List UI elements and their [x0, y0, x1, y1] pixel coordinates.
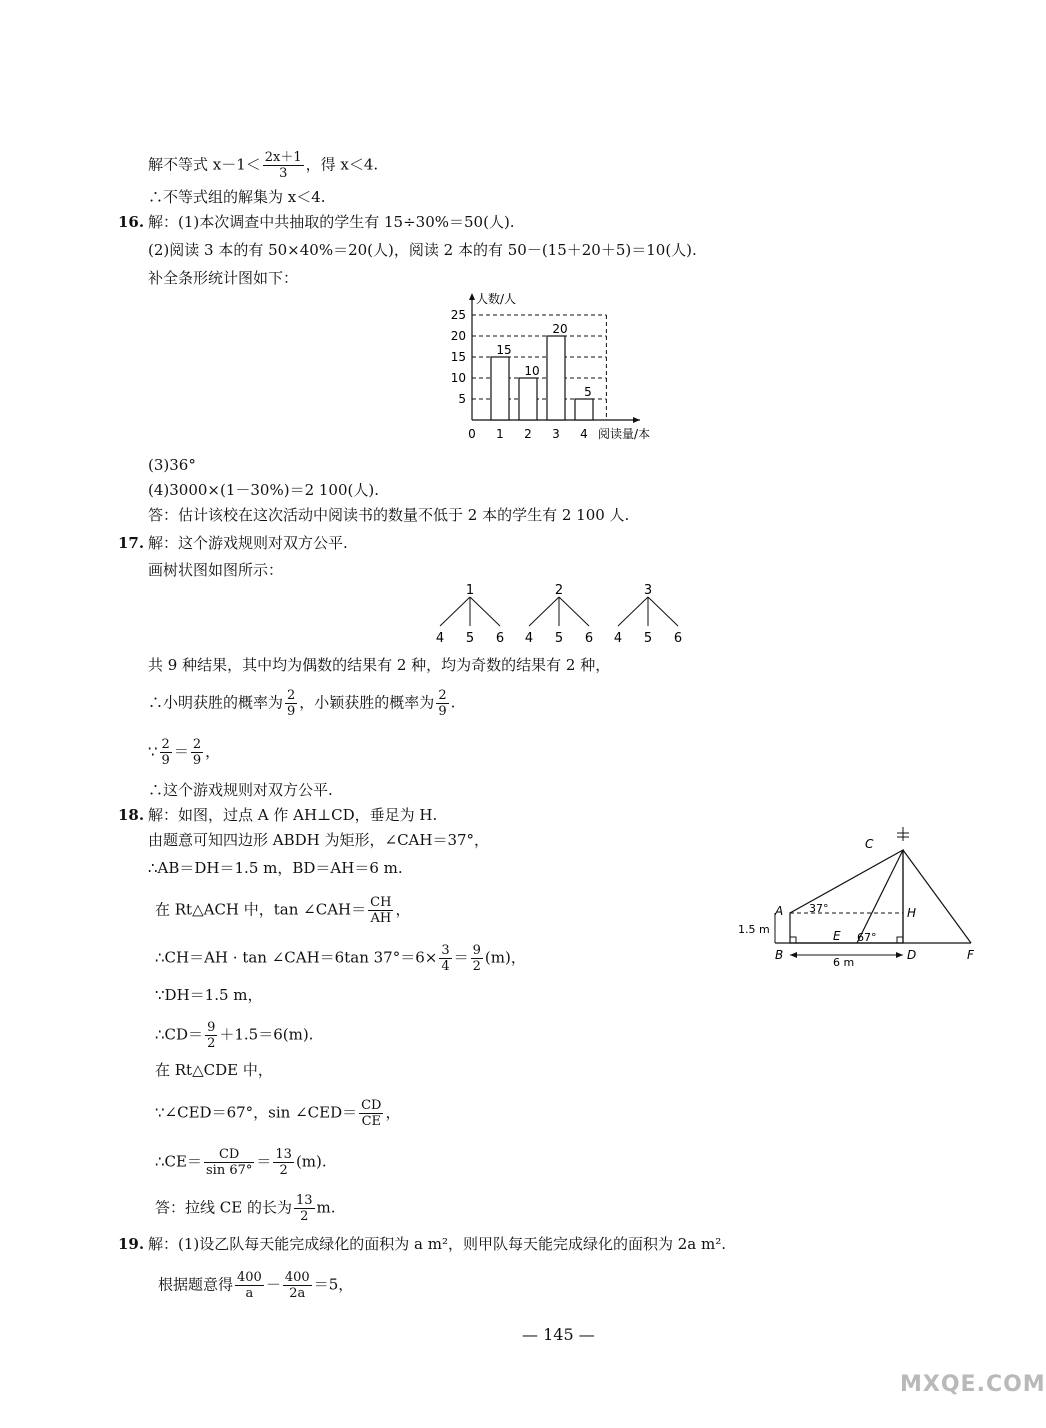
x-tick-label: 3 [552, 427, 560, 441]
tree-leaf: 6 [495, 631, 505, 646]
y-tick-label: 10 [450, 371, 466, 385]
label-c: C [865, 837, 874, 851]
fraction: $\frac{2x+1}{3}$ [264, 150, 302, 181]
p19-line-1: 解：(1)设乙队每天能完成绿化的面积为 a m²，则甲队每天能完成绿化的面积为 2a m². [148, 1235, 726, 1253]
bar [491, 357, 509, 420]
y-axis-label: 人数/人 [476, 292, 517, 306]
p16-line-6: 答：估计该校在这次活动中阅读书的数量不低于 2 本的学生有 2 100 人. [148, 506, 630, 524]
tree-diagram [425, 580, 695, 650]
watermark: MXQE.COM [900, 1372, 1046, 1397]
segment-ce [857, 850, 903, 943]
label-ab-length: 1.5 m [738, 923, 770, 936]
tree-root-2: 2 [554, 583, 564, 598]
bar [575, 399, 593, 420]
label-bd-length: 6 m [833, 956, 855, 969]
x-axis-arrow [633, 417, 640, 423]
tree-leaf: 4 [435, 631, 445, 646]
segment-cf [903, 850, 971, 943]
bar-data-label: 5 [584, 385, 592, 399]
p16-line-3: 补全条形统计图如下： [148, 269, 299, 287]
bar [519, 378, 537, 420]
x-tick-label: 1 [496, 427, 504, 441]
tree-2 [525, 583, 593, 646]
y-tick-label: 5 [458, 392, 466, 406]
p18-line-3: ∴AB＝DH＝1.5 m，BD＝AH＝6 m. [148, 859, 403, 877]
tree-leaf: 6 [584, 631, 594, 646]
p18-line-2: 由题意可知四边形 ABDH 为矩形，∠CAH＝37°， [148, 831, 490, 849]
p18-line-1: 解：如图，过点 A 作 AH⊥CD，垂足为 H. [148, 806, 438, 824]
label-h: H [907, 906, 917, 920]
rectangle-abdh-and-ac [790, 850, 903, 943]
p18-line-11: 答：拉线 CE 的长为 $\frac{13}{2}$ m. [155, 1193, 336, 1224]
p17-line-5: ∵ $\frac{2}{9}$ ＝ $\frac{2}{9}$ ， [148, 737, 221, 768]
bar-data-label: 10 [524, 364, 540, 378]
p16-line-1: 解：(1)本次调查中共抽取的学生有 15÷30%＝50(人). [148, 213, 515, 231]
tree-3 [614, 583, 682, 646]
bar-data-label: 15 [496, 343, 512, 357]
p17-line-2: 画树状图如图所示： [148, 561, 284, 579]
p18-line-6: ∵DH＝1.5 m， [155, 986, 263, 1004]
label-f: F [967, 948, 974, 962]
y-tick-label: 20 [450, 329, 466, 343]
p17-line-1: 解：这个游戏规则对双方公平. [148, 534, 348, 552]
p17-line-3: 共 9 种结果，其中均为偶数的结果有 2 种，均为奇数的结果有 2 种， [148, 656, 611, 674]
y-axis-arrow [469, 293, 475, 300]
y-tick-label: 15 [450, 350, 466, 364]
inequality-line: 解不等式 x－1＜ $\frac{2x+1}{3}$ ，得 x＜4. [148, 150, 379, 181]
tree-leaf: 5 [643, 631, 653, 646]
problem-16-number: 16. [118, 213, 145, 231]
p16-line-4: (3)36° [148, 456, 196, 474]
p18-line-4: 在 Rt△ACH 中，tan ∠CAH＝ $\frac{CH}{AH}$ ， [155, 895, 411, 926]
p18-line-9: ∵∠CED＝67°，sin ∠CED＝ $\frac{CD}{CE}$ ， [155, 1098, 401, 1129]
label-angle-67: 67° [857, 931, 877, 944]
p18-line-7: ∴CD＝ $\frac{9}{2}$ ＋1.5＝6(m). [155, 1020, 314, 1051]
p16-line-2: (2)阅读 3 本的有 50×40%＝20(人)，阅读 2 本的有 50－(15＋20＋5)＝10(人). [148, 241, 697, 259]
p18-line-5: ∴CH＝AH · tan ∠CAH＝6tan 37°＝6× $\frac{3}{4}$ ＝ $\frac{9}{2}$ (m)， [155, 943, 526, 974]
solution-set-line: ∴不等式组的解集为 x＜4. [148, 188, 326, 206]
problem-18-number: 18. [118, 806, 145, 824]
tree-leaf: 4 [524, 631, 534, 646]
x-axis-label: 阅读量/本 [598, 427, 651, 441]
tree-1 [436, 583, 504, 646]
p18-line-10: ∴CE＝ $\frac{CD}{\sin 67^\circ}$ ＝ $\frac{13}{2}$ (m). [155, 1147, 327, 1178]
tree-root-1: 1 [465, 583, 475, 598]
y-tick-label: 25 [450, 308, 466, 322]
label-b: B [775, 948, 784, 962]
p17-line-6: ∴这个游戏规则对双方公平. [148, 781, 333, 799]
tree-leaf: 6 [673, 631, 683, 646]
page-number: — 145 — [522, 1325, 595, 1344]
tree-leaf: 5 [554, 631, 564, 646]
label-angle-37: 37° [809, 902, 829, 915]
tree-root-3: 3 [643, 583, 653, 598]
bar [547, 336, 565, 420]
label-d: D [907, 948, 917, 962]
x-tick-label: 2 [524, 427, 532, 441]
p16-line-5: (4)3000×(1－30%)＝2 100(人). [148, 481, 379, 499]
tree-leaf: 5 [465, 631, 475, 646]
problem-17-number: 17. [118, 534, 145, 552]
geometry-diagram [735, 825, 985, 969]
x-tick-label: 4 [580, 427, 588, 441]
p18-line-8: 在 Rt△CDE 中， [155, 1061, 273, 1079]
label-a: A [775, 904, 784, 918]
problem-19-number: 19. [118, 1235, 145, 1253]
bar-data-label: 20 [552, 322, 568, 336]
bar-chart [440, 285, 680, 445]
label-e: E [833, 929, 841, 943]
p17-line-4: ∴小明获胜的概率为 $\frac{2}{9}$ ，小颖获胜的概率为 $\frac{2}{9}$ . [148, 688, 456, 719]
tree-leaf: 4 [613, 631, 623, 646]
p19-line-2: 根据题意得 $\frac{400}{a}$ － $\frac{400}{2a}$ ＝5， [158, 1270, 354, 1301]
x-tick-label: 0 [468, 427, 476, 441]
